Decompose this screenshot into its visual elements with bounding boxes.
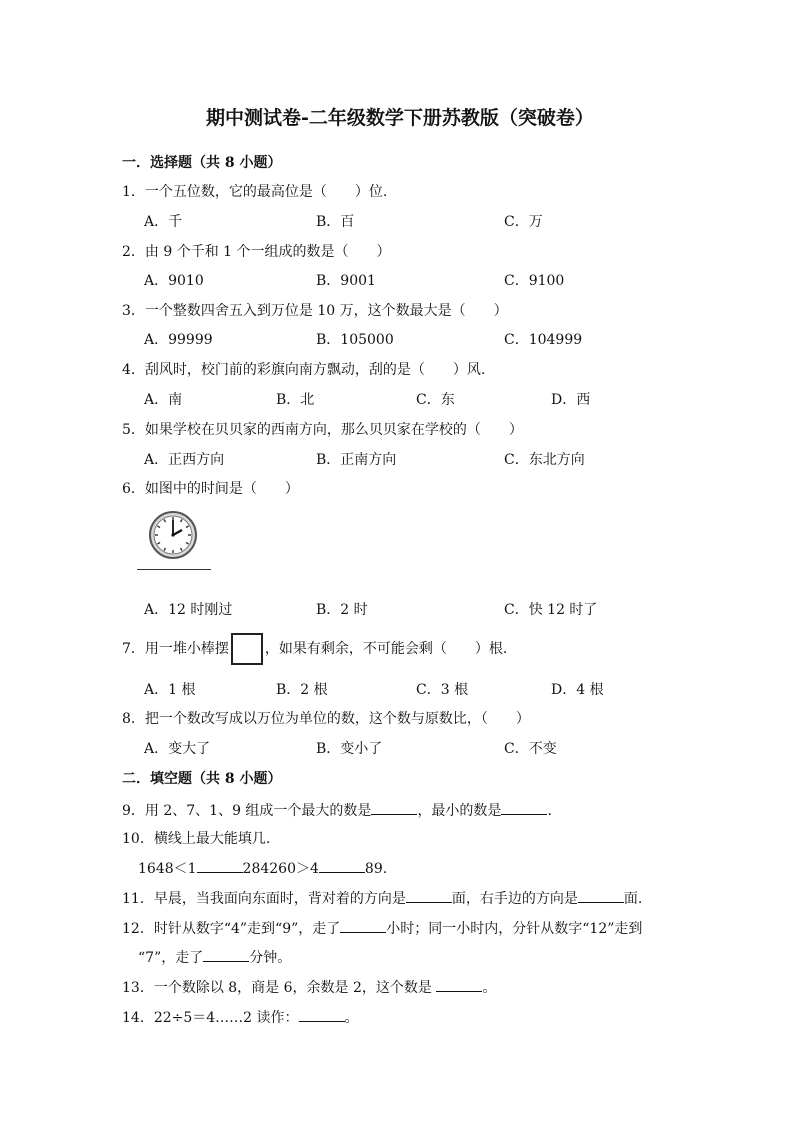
- q8-option-c: C．不变: [504, 741, 557, 757]
- q11-blank-2[interactable]: [578, 889, 624, 903]
- q5-option-a: A．正西方向: [144, 452, 225, 468]
- q11-text-1: 11．早晨，当我面向东面时，背对着的方向是: [122, 891, 406, 907]
- question-8: 8．把一个数改写成以万位为单位的数，这个数与原数比，（ ）: [122, 711, 530, 727]
- q2-option-a: A．9010: [144, 273, 204, 289]
- question-14: [122, 1008, 359, 1027]
- q10-expr-3: 89.: [364, 861, 388, 877]
- q7-text-pre: 7．用一堆小棒摆: [122, 641, 229, 657]
- question-13: [122, 978, 496, 997]
- section-fill-heading: 二．填空题（共 8 小题）: [122, 771, 282, 787]
- q11-blank-1[interactable]: [406, 889, 452, 903]
- q4-option-d: D．西: [551, 392, 591, 408]
- q9-blank-2[interactable]: [501, 801, 547, 815]
- q10-blank-2[interactable]: [319, 859, 365, 873]
- clock-answer-line: [137, 569, 211, 570]
- q7-option-c: C．3 根: [416, 682, 469, 698]
- q9-text-3: .: [547, 803, 552, 819]
- question-1: 1．一个五位数，它的最高位是（ ）位.: [122, 184, 388, 200]
- question-2: 2．由 9 个千和 1 个一组成的数是（ ）: [122, 244, 391, 260]
- q4-option-b: B．北: [276, 392, 315, 408]
- q13-blank[interactable]: [436, 978, 482, 992]
- page-title: 期中测试卷-二年级数学下册苏教版（突破卷）: [206, 107, 594, 129]
- q7-option-d: D．4 根: [551, 682, 604, 698]
- q12-text-3: “7”，走了: [138, 950, 204, 966]
- q3-option-b: B．105000: [316, 332, 394, 348]
- q5-option-b: B．正南方向: [316, 452, 397, 468]
- q9-blank-1[interactable]: [371, 801, 417, 815]
- q7-option-a: A．1 根: [144, 682, 196, 698]
- q10-expressions: [138, 859, 387, 878]
- q14-text-2: 。: [344, 1010, 359, 1026]
- q5-option-c: C．东北方向: [504, 452, 585, 468]
- q3-option-a: A．99999: [144, 332, 213, 348]
- question-7: [122, 633, 507, 665]
- question-3: 3．一个整数四舍五入到万位是 10 万，这个数最大是（ ）: [122, 303, 508, 319]
- q14-text-1: 14．22÷5＝4……2 读作：: [122, 1010, 299, 1026]
- q6-option-c: C．快 12 时了: [504, 602, 598, 618]
- q8-option-a: A．变大了: [144, 741, 211, 757]
- q12-text-2: 小时；同一小时内，分针从数字“12”走到: [386, 921, 643, 937]
- q4-option-a: A．南: [144, 392, 183, 408]
- q10-blank-1[interactable]: [197, 859, 243, 873]
- q1-option-a: A．千: [144, 214, 183, 230]
- q1-option-b: B．百: [316, 214, 355, 230]
- q6-option-b: B．2 时: [316, 602, 368, 618]
- q11-text-2: 面，右手边的方向是: [451, 891, 578, 907]
- q10-expr-2: 284260＞4: [242, 861, 319, 877]
- clock-icon: [148, 510, 198, 560]
- q13-text-1: 13．一个数除以 8，商是 6，余数是 2，这个数是: [122, 980, 432, 996]
- q7-text-post: ，如果有剩余，不可能会剩（ ）根.: [264, 641, 508, 657]
- question-5: 5．如果学校在贝贝家的西南方向，那么贝贝家在学校的（ ）: [122, 422, 523, 438]
- q7-option-b: B．2 根: [276, 682, 328, 698]
- q1-option-c: C．万: [504, 214, 543, 230]
- q2-option-b: B．9001: [316, 273, 376, 289]
- q14-blank[interactable]: [299, 1008, 345, 1022]
- q12-text-4: 分钟。: [249, 950, 292, 966]
- clock-figure: [148, 510, 198, 560]
- section-choice-heading: 一．选择题（共 8 小题）: [122, 155, 282, 171]
- question-6: 6．如图中的时间是（ ）: [122, 481, 299, 497]
- question-12: [122, 919, 642, 938]
- question-12-continued: [138, 948, 291, 967]
- q11-text-3: 面.: [623, 891, 643, 907]
- q8-option-b: B．变小了: [316, 741, 383, 757]
- q3-option-c: C．104999: [504, 332, 583, 348]
- question-11: [122, 889, 642, 908]
- q6-option-a: A．12 时刚过: [144, 602, 233, 618]
- q12-blank-1[interactable]: [340, 919, 386, 933]
- question-4: 4．刮风时，校门前的彩旗向南方飘动，刮的是（ ）风.: [122, 362, 486, 378]
- q12-text-1: 12．时针从数字“4”走到“9”，走了: [122, 921, 341, 937]
- q12-blank-2[interactable]: [203, 948, 249, 962]
- q13-text-2: 。: [482, 980, 497, 996]
- question-10: 10．横线上最大能填几.: [122, 831, 271, 847]
- question-9: [122, 801, 552, 820]
- q2-option-c: C．9100: [504, 273, 565, 289]
- q9-text-2: ，最小的数是: [417, 803, 502, 819]
- q4-option-c: C．东: [416, 392, 455, 408]
- q9-text-1: 9．用 2、7、1、9 组成一个最大的数是: [122, 803, 372, 819]
- q10-expr-1: 1648＜1: [138, 861, 197, 877]
- square-figure: [231, 633, 263, 665]
